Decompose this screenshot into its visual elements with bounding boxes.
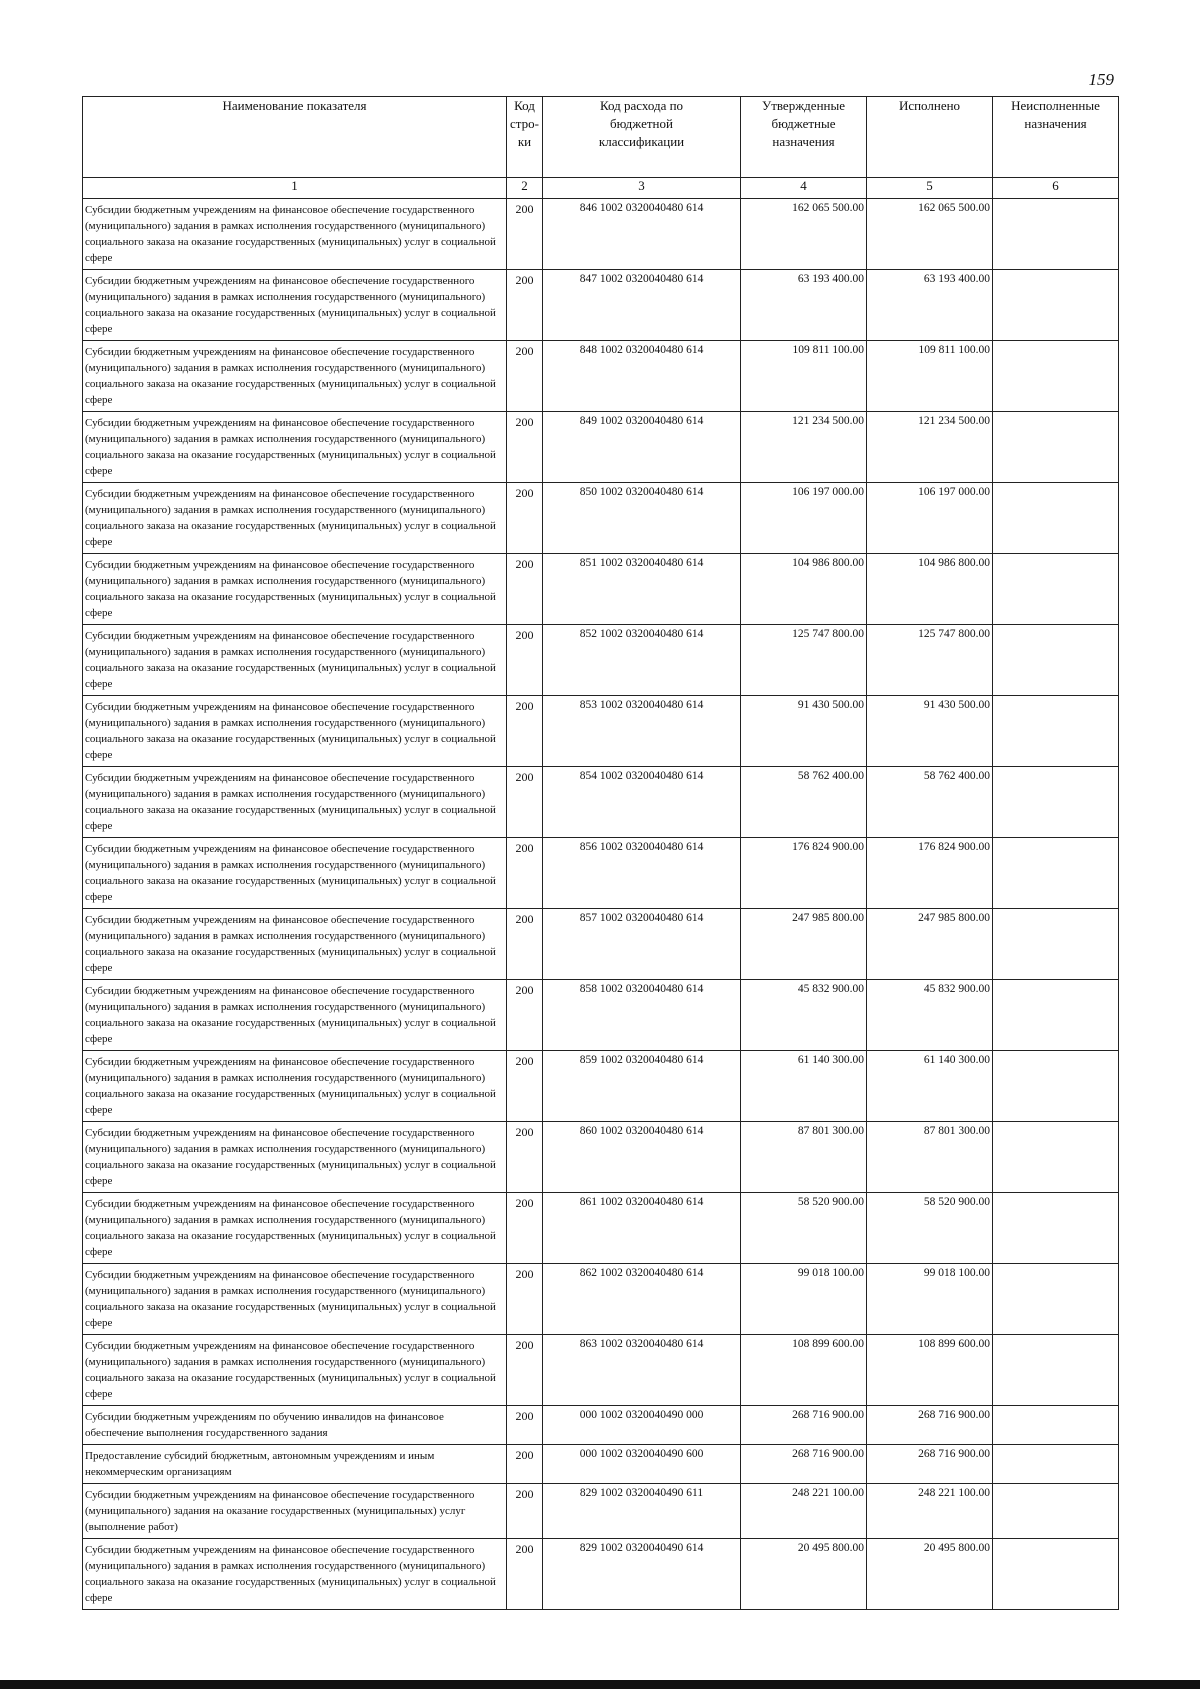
expense-code-cell: 857 1002 0320040480 614: [543, 909, 741, 980]
table-row: [83, 1051, 1119, 1122]
table-row: [83, 412, 1119, 483]
indicator-name-cell: Субсидии бюджетным учреждениям на финансовое обеспечение государственного (муниципального) задания в рамках исполнения государственного (муниципального) социального заказа на оказание государственных (муниципальных) услуг в социальной сфере: [83, 1051, 507, 1122]
executed-amount-cell: 45 832 900.00: [867, 980, 993, 1051]
approved-amount-cell: 109 811 100.00: [741, 341, 867, 412]
line-code-cell: 200: [507, 1122, 543, 1193]
unexecuted-amount-cell: [993, 341, 1119, 412]
unexecuted-amount-cell: [993, 199, 1119, 270]
table-row: [83, 838, 1119, 909]
table-row: [83, 1193, 1119, 1264]
expense-code-cell: 853 1002 0320040480 614: [543, 696, 741, 767]
executed-amount-cell: 162 065 500.00: [867, 199, 993, 270]
table-row: [83, 1539, 1119, 1610]
expense-code-cell: 859 1002 0320040480 614: [543, 1051, 741, 1122]
indicator-name-cell: Субсидии бюджетным учреждениям на финансовое обеспечение государственного (муниципального) задания в рамках исполнения государственного (муниципального) социального заказа на оказание государственных (муниципальных) услуг в социальной сфере: [83, 696, 507, 767]
expense-code-cell: 854 1002 0320040480 614: [543, 767, 741, 838]
header-expense-code: Код расхода по бюджетной классификации: [543, 97, 741, 178]
approved-amount-cell: 108 899 600.00: [741, 1335, 867, 1406]
unexecuted-amount-cell: [993, 1445, 1119, 1484]
column-number: 4: [741, 178, 867, 199]
executed-amount-cell: 268 716 900.00: [867, 1445, 993, 1484]
expense-code-cell: 861 1002 0320040480 614: [543, 1193, 741, 1264]
unexecuted-amount-cell: [993, 1051, 1119, 1122]
budget-execution-table: [82, 96, 1119, 1610]
executed-amount-cell: 104 986 800.00: [867, 554, 993, 625]
unexecuted-amount-cell: [993, 1122, 1119, 1193]
indicator-name-cell: Субсидии бюджетным учреждениям на финансовое обеспечение государственного (муниципального) задания в рамках исполнения государственного (муниципального) социального заказа на оказание государственных (муниципальных) услуг в социальной сфере: [83, 625, 507, 696]
column-number: 6: [993, 178, 1119, 199]
approved-amount-cell: 121 234 500.00: [741, 412, 867, 483]
table-row: [83, 767, 1119, 838]
executed-amount-cell: 20 495 800.00: [867, 1539, 993, 1610]
indicator-name-cell: Субсидии бюджетным учреждениям на финансовое обеспечение государственного (муниципального) задания в рамках исполнения государственного (муниципального) социального заказа на оказание государственных (муниципальных) услуг в социальной сфере: [83, 199, 507, 270]
expense-code-cell: 846 1002 0320040480 614: [543, 199, 741, 270]
table-row: [83, 341, 1119, 412]
approved-amount-cell: 63 193 400.00: [741, 270, 867, 341]
line-code-cell: 200: [507, 838, 543, 909]
executed-amount-cell: 91 430 500.00: [867, 696, 993, 767]
line-code-cell: 200: [507, 767, 543, 838]
table-header-row: [83, 97, 1119, 178]
header-line-code: Код стро- ки: [507, 97, 543, 178]
indicator-name-cell: Субсидии бюджетным учреждениям на финансовое обеспечение государственного (муниципального) задания в рамках исполнения государственного (муниципального) социального заказа на оказание государственных (муниципальных) услуг в социальной сфере: [83, 554, 507, 625]
expense-code-cell: 000 1002 0320040490 000: [543, 1406, 741, 1445]
executed-amount-cell: 108 899 600.00: [867, 1335, 993, 1406]
unexecuted-amount-cell: [993, 767, 1119, 838]
expense-code-cell: 851 1002 0320040480 614: [543, 554, 741, 625]
approved-amount-cell: 125 747 800.00: [741, 625, 867, 696]
line-code-cell: 200: [507, 1335, 543, 1406]
executed-amount-cell: 268 716 900.00: [867, 1406, 993, 1445]
indicator-name-cell: Субсидии бюджетным учреждениям на финансовое обеспечение государственного (муниципального) задания в рамках исполнения государственного (муниципального) социального заказа на оказание государственных (муниципальных) услуг в социальной сфере: [83, 483, 507, 554]
table-body: [83, 199, 1119, 1610]
approved-amount-cell: 268 716 900.00: [741, 1445, 867, 1484]
executed-amount-cell: 99 018 100.00: [867, 1264, 993, 1335]
expense-code-cell: 848 1002 0320040480 614: [543, 341, 741, 412]
approved-amount-cell: 104 986 800.00: [741, 554, 867, 625]
expense-code-cell: 852 1002 0320040480 614: [543, 625, 741, 696]
executed-amount-cell: 106 197 000.00: [867, 483, 993, 554]
approved-amount-cell: 20 495 800.00: [741, 1539, 867, 1610]
table-row: [83, 1335, 1119, 1406]
expense-code-cell: 856 1002 0320040480 614: [543, 838, 741, 909]
unexecuted-amount-cell: [993, 412, 1119, 483]
indicator-name-cell: Предоставление субсидий бюджетным, автономным учреждениям и иным некоммерческим организациям: [83, 1445, 507, 1484]
approved-amount-cell: 176 824 900.00: [741, 838, 867, 909]
unexecuted-amount-cell: [993, 909, 1119, 980]
executed-amount-cell: 58 762 400.00: [867, 767, 993, 838]
table-row: [83, 1122, 1119, 1193]
header-indicator-name: Наименование показателя: [83, 97, 507, 178]
line-code-cell: 200: [507, 1264, 543, 1335]
expense-code-cell: 858 1002 0320040480 614: [543, 980, 741, 1051]
expense-code-cell: 850 1002 0320040480 614: [543, 483, 741, 554]
table-row: [83, 1445, 1119, 1484]
line-code-cell: 200: [507, 554, 543, 625]
header-approved: Утвержденные бюджетные назначения: [741, 97, 867, 178]
indicator-name-cell: Субсидии бюджетным учреждениям на финансовое обеспечение государственного (муниципального) задания в рамках исполнения государственного (муниципального) социального заказа на оказание государственных (муниципальных) услуг в социальной сфере: [83, 767, 507, 838]
executed-amount-cell: 121 234 500.00: [867, 412, 993, 483]
executed-amount-cell: 63 193 400.00: [867, 270, 993, 341]
executed-amount-cell: 109 811 100.00: [867, 341, 993, 412]
executed-amount-cell: 176 824 900.00: [867, 838, 993, 909]
table-row: [83, 625, 1119, 696]
approved-amount-cell: 61 140 300.00: [741, 1051, 867, 1122]
column-number: 5: [867, 178, 993, 199]
page-number: 159: [1088, 70, 1114, 89]
indicator-name-cell: Субсидии бюджетным учреждениям по обучению инвалидов на финансовое обеспечение выполнения государственного задания: [83, 1406, 507, 1445]
executed-amount-cell: 125 747 800.00: [867, 625, 993, 696]
expense-code-cell: 862 1002 0320040480 614: [543, 1264, 741, 1335]
indicator-name-cell: Субсидии бюджетным учреждениям на финансовое обеспечение государственного (муниципального) задания в рамках исполнения государственного (муниципального) социального заказа на оказание государственных (муниципальных) услуг в социальной сфере: [83, 980, 507, 1051]
expense-code-cell: 849 1002 0320040480 614: [543, 412, 741, 483]
line-code-cell: 200: [507, 483, 543, 554]
line-code-cell: 200: [507, 341, 543, 412]
unexecuted-amount-cell: [993, 696, 1119, 767]
column-number: 1: [83, 178, 507, 199]
executed-amount-cell: 61 140 300.00: [867, 1051, 993, 1122]
indicator-name-cell: Субсидии бюджетным учреждениям на финансовое обеспечение государственного (муниципального) задания в рамках исполнения государственного (муниципального) социального заказа на оказание государственных (муниципальных) услуг в социальной сфере: [83, 1122, 507, 1193]
indicator-name-cell: Субсидии бюджетным учреждениям на финансовое обеспечение государственного (муниципального) задания в рамках исполнения государственного (муниципального) социального заказа на оказание государственных (муниципальных) услуг в социальной сфере: [83, 838, 507, 909]
table-row: [83, 1484, 1119, 1539]
table-row: [83, 1406, 1119, 1445]
unexecuted-amount-cell: [993, 625, 1119, 696]
line-code-cell: 200: [507, 696, 543, 767]
unexecuted-amount-cell: [993, 1539, 1119, 1610]
unexecuted-amount-cell: [993, 1406, 1119, 1445]
executed-amount-cell: 58 520 900.00: [867, 1193, 993, 1264]
expense-code-cell: 000 1002 0320040490 600: [543, 1445, 741, 1484]
approved-amount-cell: 91 430 500.00: [741, 696, 867, 767]
expense-code-cell: 847 1002 0320040480 614: [543, 270, 741, 341]
executed-amount-cell: 87 801 300.00: [867, 1122, 993, 1193]
indicator-name-cell: Субсидии бюджетным учреждениям на финансовое обеспечение государственного (муниципального) задания в рамках исполнения государственного (муниципального) социального заказа на оказание государственных (муниципальных) услуг в социальной сфере: [83, 1193, 507, 1264]
line-code-cell: 200: [507, 1484, 543, 1539]
table-row: [83, 270, 1119, 341]
approved-amount-cell: 58 520 900.00: [741, 1193, 867, 1264]
approved-amount-cell: 247 985 800.00: [741, 909, 867, 980]
line-code-cell: 200: [507, 199, 543, 270]
table-row: [83, 696, 1119, 767]
line-code-cell: 200: [507, 1539, 543, 1610]
line-code-cell: 200: [507, 270, 543, 341]
line-code-cell: 200: [507, 1051, 543, 1122]
header-unexecuted: Неисполненные назначения: [993, 97, 1119, 178]
approved-amount-cell: 106 197 000.00: [741, 483, 867, 554]
indicator-name-cell: Субсидии бюджетным учреждениям на финансовое обеспечение государственного (муниципального) задания в рамках исполнения государственного (муниципального) социального заказа на оказание государственных (муниципальных) услуг в социальной сфере: [83, 1264, 507, 1335]
unexecuted-amount-cell: [993, 980, 1119, 1051]
unexecuted-amount-cell: [993, 270, 1119, 341]
table-row: [83, 980, 1119, 1051]
approved-amount-cell: 45 832 900.00: [741, 980, 867, 1051]
expense-code-cell: 860 1002 0320040480 614: [543, 1122, 741, 1193]
indicator-name-cell: Субсидии бюджетным учреждениям на финансовое обеспечение государственного (муниципального) задания в рамках исполнения государственного (муниципального) социального заказа на оказание государственных (муниципальных) услуг в социальной сфере: [83, 270, 507, 341]
indicator-name-cell: Субсидии бюджетным учреждениям на финансовое обеспечение государственного (муниципального) задания в рамках исполнения государственного (муниципального) социального заказа на оказание государственных (муниципальных) услуг в социальной сфере: [83, 909, 507, 980]
approved-amount-cell: 87 801 300.00: [741, 1122, 867, 1193]
expense-code-cell: 829 1002 0320040490 611: [543, 1484, 741, 1539]
table-row: [83, 554, 1119, 625]
line-code-cell: 200: [507, 1406, 543, 1445]
approved-amount-cell: 248 221 100.00: [741, 1484, 867, 1539]
column-number: 3: [543, 178, 741, 199]
header-executed: Исполнено: [867, 97, 993, 178]
expense-code-cell: 863 1002 0320040480 614: [543, 1335, 741, 1406]
indicator-name-cell: Субсидии бюджетным учреждениям на финансовое обеспечение государственного (муниципального) задания в рамках исполнения государственного (муниципального) социального заказа на оказание государственных (муниципальных) услуг в социальной сфере: [83, 341, 507, 412]
indicator-name-cell: Субсидии бюджетным учреждениям на финансовое обеспечение государственного (муниципального) задания в рамках исполнения государственного (муниципального) социального заказа на оказание государственных (муниципальных) услуг в социальной сфере: [83, 412, 507, 483]
unexecuted-amount-cell: [993, 1335, 1119, 1406]
unexecuted-amount-cell: [993, 554, 1119, 625]
line-code-cell: 200: [507, 980, 543, 1051]
approved-amount-cell: 99 018 100.00: [741, 1264, 867, 1335]
approved-amount-cell: 162 065 500.00: [741, 199, 867, 270]
unexecuted-amount-cell: [993, 1264, 1119, 1335]
column-number-row: [83, 178, 1119, 199]
scan-edge-bar: [0, 1680, 1200, 1689]
table-row: [83, 483, 1119, 554]
executed-amount-cell: 247 985 800.00: [867, 909, 993, 980]
line-code-cell: 200: [507, 909, 543, 980]
indicator-name-cell: Субсидии бюджетным учреждениям на финансовое обеспечение государственного (муниципального) задания на оказание государственных (муниципальных) услуг (выполнение работ): [83, 1484, 507, 1539]
line-code-cell: 200: [507, 412, 543, 483]
line-code-cell: 200: [507, 1193, 543, 1264]
column-number: 2: [507, 178, 543, 199]
table-row: [83, 1264, 1119, 1335]
line-code-cell: 200: [507, 625, 543, 696]
unexecuted-amount-cell: [993, 1193, 1119, 1264]
executed-amount-cell: 248 221 100.00: [867, 1484, 993, 1539]
unexecuted-amount-cell: [993, 1484, 1119, 1539]
expense-code-cell: 829 1002 0320040490 614: [543, 1539, 741, 1610]
unexecuted-amount-cell: [993, 483, 1119, 554]
approved-amount-cell: 58 762 400.00: [741, 767, 867, 838]
line-code-cell: 200: [507, 1445, 543, 1484]
indicator-name-cell: Субсидии бюджетным учреждениям на финансовое обеспечение государственного (муниципального) задания в рамках исполнения государственного (муниципального) социального заказа на оказание государственных (муниципальных) услуг в социальной сфере: [83, 1539, 507, 1610]
unexecuted-amount-cell: [993, 838, 1119, 909]
table-row: [83, 199, 1119, 270]
indicator-name-cell: Субсидии бюджетным учреждениям на финансовое обеспечение государственного (муниципального) задания в рамках исполнения государственного (муниципального) социального заказа на оказание государственных (муниципальных) услуг в социальной сфере: [83, 1335, 507, 1406]
approved-amount-cell: 268 716 900.00: [741, 1406, 867, 1445]
table-row: [83, 909, 1119, 980]
